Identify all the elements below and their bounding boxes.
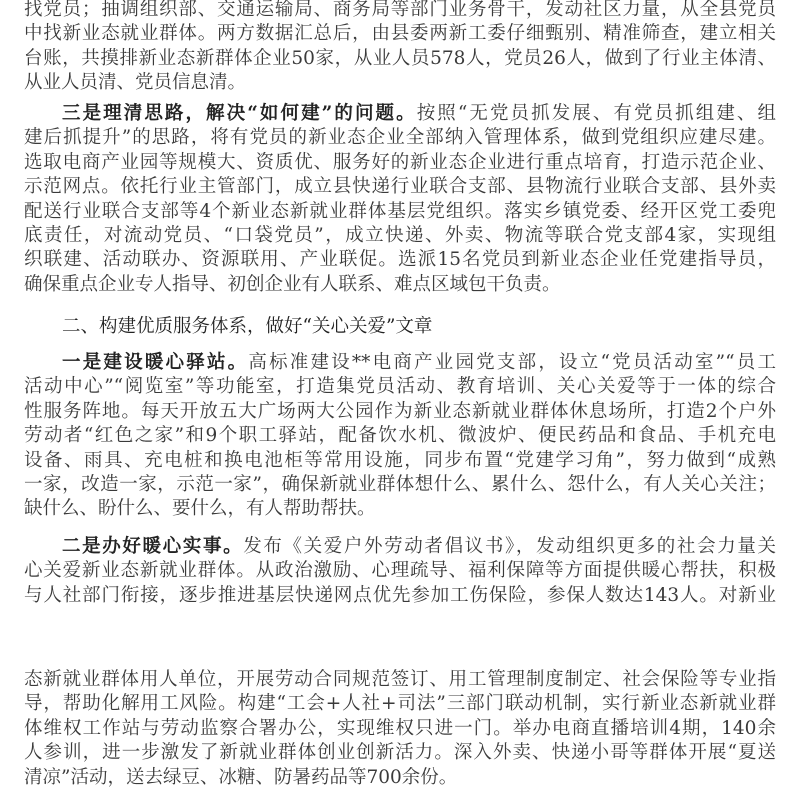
text-line: [24, 71, 776, 95]
line-text: 台账，共摸排新业态新群体企业50家，从业人员578人，党员26人，做到了行业主体清、: [24, 47, 776, 69]
line-text: 人参训，进一步激发了新就业群体创业创新活力。深入外卖、快递小哥等群体开展“夏送: [24, 742, 776, 764]
text-line: [24, 449, 776, 473]
text-line: [24, 741, 776, 765]
line-text: 中找新业态就业群体。两方数据汇总后，由县委两新工委仔细甄别、精准筛查，建立相关: [24, 23, 776, 45]
line-text: 发布《关爱户外劳动者倡议书》，发动组织更多的社会力量关: [243, 536, 776, 557]
text-line: [62, 351, 776, 375]
line-text: 从业人员清、党员信息清。: [24, 72, 247, 94]
line-text: 高标准建设**电商产业园党支部，设立“党员活动室”“员工: [248, 352, 776, 373]
line-text: 示范网点。依托行业主管部门，成立县快递行业联合支部、县物流行业联合支部、县外卖: [24, 176, 776, 198]
text-line: [62, 535, 776, 559]
line-text: 织联建、活动联办、资源联用、产业联促。选派15名党员到新业态企业任党建指导员，: [24, 249, 776, 271]
text-line: [24, 766, 776, 790]
text-line: [24, 692, 776, 716]
text-line: [24, 0, 776, 22]
line-text: 缺什么、盼什么、要什么，有人帮助帮扶。: [24, 498, 376, 520]
text-line: [24, 22, 776, 46]
line-text: 性服务阵地。每天开放五大广场两大公园作为新业态新就业群体休息场所，打造2个户外: [24, 400, 776, 422]
text-line: [24, 248, 776, 272]
text-line: [24, 473, 776, 497]
text-line: [24, 151, 776, 175]
text-line: [24, 584, 776, 608]
text-line: [24, 424, 776, 448]
line-text: 找党员；抽调组织部、交通运输局、商务局等部门业务骨干，发动社区力量，从全县党员: [24, 0, 776, 20]
text-line: [62, 315, 776, 339]
line-text: 活动中心”“阅览室”等功能室，打造集党员活动、教育培训、关心关爱等于一体的综合: [24, 376, 776, 398]
text-line: [24, 717, 776, 741]
paragraph-lead: 二是办好暖心实事。: [62, 536, 244, 557]
line-text: 配送行业联合支部等4个新业态新就业群体基层党组织。落实乡镇党委、经开区党工委兜: [24, 200, 776, 222]
line-text: 确保重点企业专人指导、初创企业有人联系、难点区域包干负责。: [24, 273, 561, 295]
line-text: 心关爱新业态新就业群体。从政治激励、心理疏导、福利保障等方面提供暖心帮扶，积极: [24, 560, 776, 582]
line-text: 按照“无党员抓发展、有党员抓组建、组: [416, 103, 776, 124]
text-line: [24, 375, 776, 399]
line-text: 二、构建优质服务体系，做好“关心关爱”文章: [62, 316, 433, 337]
line-text: 体维权工作站与劳动监察合署办公，实现维权只进一门。举办电商直播培训4期，140余: [24, 717, 776, 739]
line-text: 底责任，对流动党员、“口袋党员”，成立快递、外卖、物流等联合党支部4家，实现组: [24, 225, 776, 246]
text-line: [24, 400, 776, 424]
paragraph-lead: 三是理清思路，解决“如何建”的问题。: [62, 103, 417, 124]
line-text: 清凉”活动，送去绿豆、冰糖、防暑药品等700余份。: [24, 766, 458, 788]
line-text: 态新就业群体用人单位，开展劳动合同规范签订、用工管理制度制定、社会保险等专业指: [24, 669, 776, 690]
text-line: [24, 668, 776, 692]
line-text: 选取电商产业园等规模大、资质优、服务好的新业态企业进行重点培育，打造示范企业、: [24, 151, 776, 173]
line-text: 设备、雨具、充电桩和换电池柜等常用设施，同步布置“党建学习角”，努力做到“成熟: [24, 449, 776, 471]
line-text: 一家，改造一家，示范一家”，确保新就业群体想什么、累什么、怨什么，有人关心关注；: [24, 474, 776, 495]
text-line: [24, 47, 776, 71]
text-line: [24, 559, 776, 583]
line-text: 导，帮助化解用工风险。构建“工会+人社+司法”三部门联动机制，实行新业态新就业群: [24, 693, 776, 715]
text-line: [24, 497, 776, 521]
text-line: [24, 224, 776, 248]
text-line: [24, 273, 776, 297]
line-text: 建后抓提升”的思路，将有党员的新业态企业全部纳入管理体系，做到党组织应建尽建。: [24, 127, 776, 149]
text-line: [24, 200, 776, 224]
text-line: [24, 175, 776, 199]
text-line: [62, 102, 776, 126]
line-text: 劳动者“红色之家”和9个职工驿站，配备饮水机、微波炉、便民药品和食品、手机充电: [24, 425, 776, 447]
paragraph-lead: 一是建设暖心驿站。: [62, 352, 249, 373]
text-line: [24, 126, 776, 150]
line-text: 与人社部门衔接，逐步推进基层快递网点优先参加工伤保险，参保人数达143人。对新业: [24, 584, 776, 606]
